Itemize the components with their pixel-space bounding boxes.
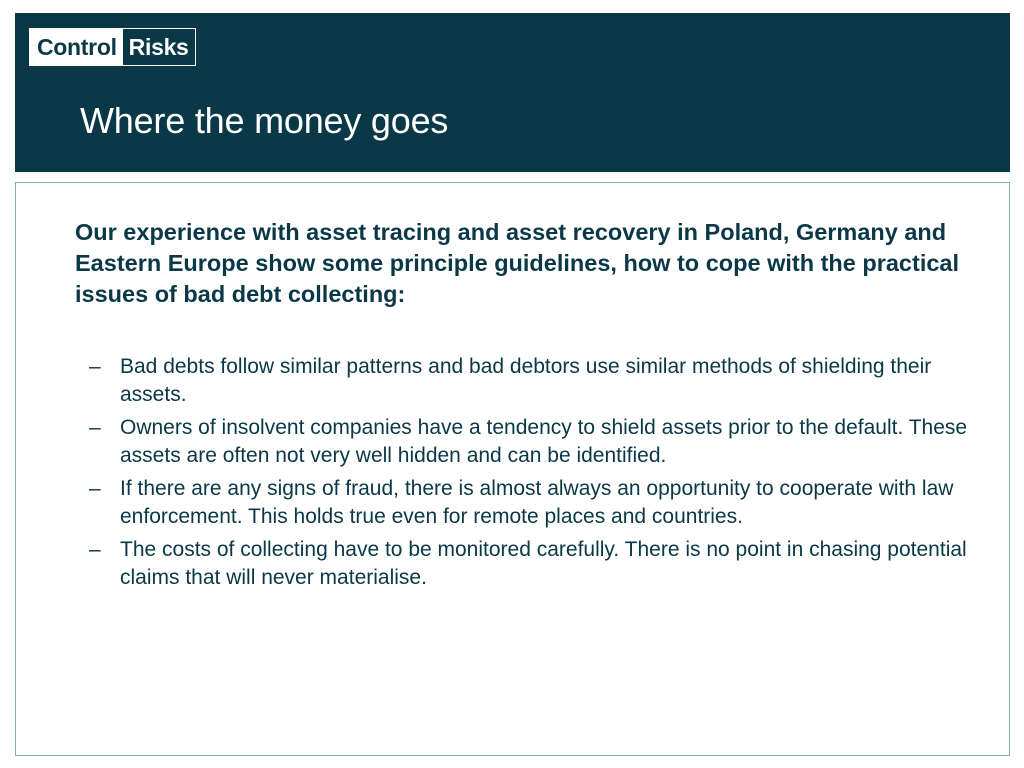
- dash-bullet-marker: –: [89, 416, 101, 439]
- bullet-text: Owners of insolvent companies have a tendency to shield assets prior to the default. These assets are often not very well hidden and can be identified.: [120, 416, 968, 467]
- logo-text-control: Control: [30, 29, 123, 65]
- logo-text-risks: Risks: [123, 29, 195, 65]
- dash-bullet-marker: –: [89, 538, 101, 561]
- page-title: Where the money goes: [80, 100, 449, 141]
- intro-paragraph: Our experience with asset tracing and asset recovery in Poland, Germany and Eastern Europe show some principle guidelines, how to cope with the practical issues of bad debt collecting:: [75, 219, 960, 307]
- dash-bullet-marker: –: [89, 355, 101, 378]
- list-item: [75, 475, 975, 530]
- list-item: [75, 353, 975, 408]
- bullet-text: If there are any signs of fraud, there is almost always an opportunity to cooperate with law enforcement. This holds true even for remote places and countries.: [120, 477, 954, 528]
- bullet-text: The costs of collecting have to be monitored carefully. There is no point in chasing potential claims that will never materialise.: [120, 538, 967, 589]
- bullet-text: Bad debts follow similar patterns and bad debtors use similar methods of shielding their assets.: [120, 355, 932, 406]
- content-frame: [15, 182, 1010, 756]
- control-risks-logo: [29, 28, 196, 66]
- list-item: [75, 414, 975, 469]
- header-banner: [15, 13, 1010, 172]
- list-item: [75, 536, 975, 591]
- dash-bullet-marker: –: [89, 477, 101, 500]
- bullet-list: [75, 353, 975, 597]
